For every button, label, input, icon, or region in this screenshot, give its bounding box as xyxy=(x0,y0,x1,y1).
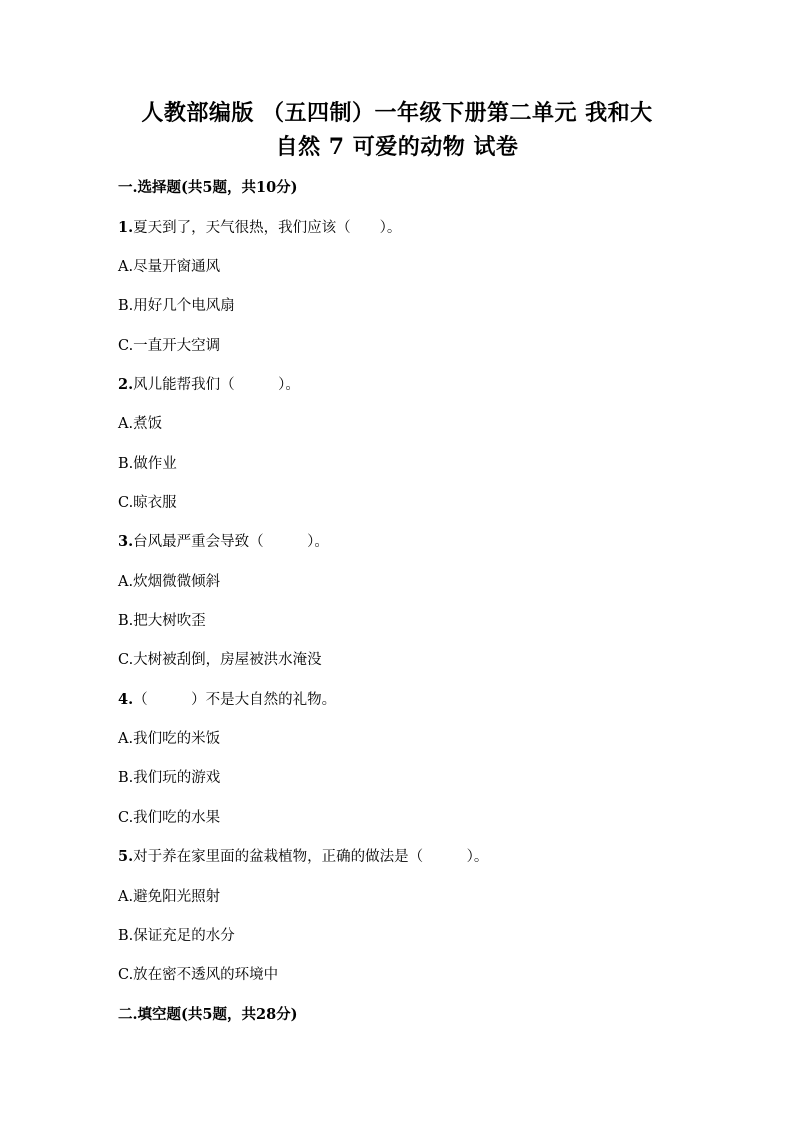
document-title-line-2: 自然 7 可爱的动物 试卷 xyxy=(275,134,519,160)
option-4a: A.我们吃的米饭 xyxy=(118,731,221,747)
question-5 xyxy=(118,847,488,867)
question-text: （ ）不是大自然的礼物。 xyxy=(133,692,337,708)
option-1a: A.尽量开窗通风 xyxy=(118,259,221,275)
question-3 xyxy=(118,532,329,552)
option-5b: B.保证充足的水分 xyxy=(118,928,235,944)
question-number: 4. xyxy=(118,691,134,708)
option-3c: C.大树被刮倒，房屋被洪水淹没 xyxy=(118,652,322,668)
option-2c: C.晾衣服 xyxy=(118,495,177,511)
question-text: 台风最严重会导致（ ）。 xyxy=(133,534,329,550)
question-number: 2. xyxy=(118,376,134,393)
section-heading-fill-in: 二.填空题(共5题，共28分) xyxy=(118,1006,298,1023)
section-heading-choice: 一.选择题(共5题，共10分) xyxy=(118,179,298,196)
question-number: 3. xyxy=(118,533,134,550)
option-4c: C.我们吃的水果 xyxy=(118,810,221,826)
question-number: 1. xyxy=(118,219,134,236)
option-5a: A.避免阳光照射 xyxy=(118,889,221,905)
option-1c: C.一直开大空调 xyxy=(118,338,221,354)
question-4 xyxy=(118,690,336,710)
question-number: 5. xyxy=(118,848,134,865)
option-2b: B.做作业 xyxy=(118,456,177,472)
document-title-line-1: 人教部编版 （五四制）一年级下册第二单元 我和大 xyxy=(141,100,653,126)
question-text: 对于养在家里面的盆栽植物，正确的做法是（ ）。 xyxy=(133,849,489,865)
question-1 xyxy=(118,218,401,238)
question-text: 夏天到了，天气很热，我们应该（ ）。 xyxy=(133,220,402,236)
option-3a: A.炊烟微微倾斜 xyxy=(118,574,221,590)
option-3b: B.把大树吹歪 xyxy=(118,613,206,629)
option-1b: B.用好几个电风扇 xyxy=(118,298,235,314)
option-5c: C.放在密不透风的环境中 xyxy=(118,967,279,983)
question-text: 风儿能帮我们（ ）。 xyxy=(133,377,300,393)
option-2a: A.煮饭 xyxy=(118,416,163,432)
question-2 xyxy=(118,375,300,395)
option-4b: B.我们玩的游戏 xyxy=(118,770,221,786)
